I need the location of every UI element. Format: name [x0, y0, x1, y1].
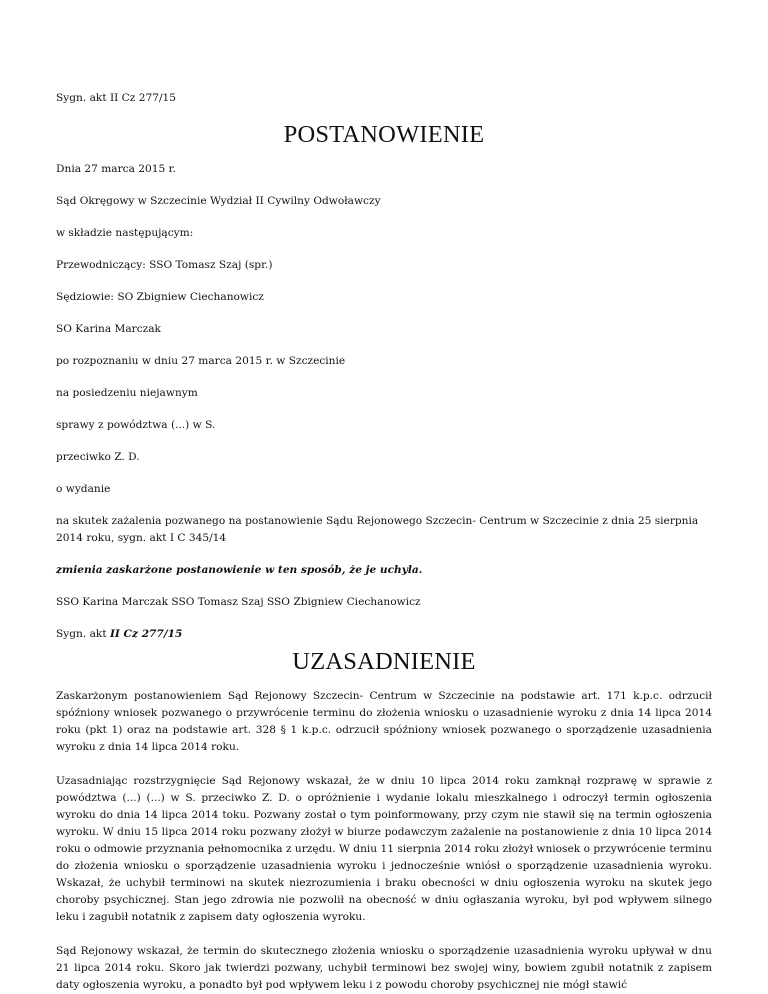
judge-second: SO Karina Marczak [56, 323, 161, 335]
case-subject: o wydanie [56, 483, 111, 495]
case-signature-second [56, 626, 712, 643]
ruling-decision: zmienia zaskarżone postanowienie w ten sposób, że je uchyla. [56, 564, 423, 576]
defendant: przeciwko Z. D. [56, 451, 140, 463]
court-name: Sąd Okręgowy w Szczecinie Wydział II Cywilny Odwoławczy [56, 195, 381, 207]
ruling-date: Dnia 27 marca 2015 r. [56, 163, 176, 175]
judges-line: Sędziowie: SO Zbigniew Ciechanowicz [56, 291, 264, 303]
signature-prefix: Sygn. akt [56, 628, 110, 640]
ruling-title: POSTANOWIENIE [283, 121, 485, 148]
case-signature: Sygn. akt II Cz 277/15 [56, 92, 177, 104]
justification-title: UZASADNIENIE [292, 648, 476, 675]
case-description: sprawy z powództwa (...) w S. [56, 419, 216, 431]
appeal-basis: na skutek zażalenia pozwanego na postanowienie Sądu Rejonowego Szczecin- Centrum w Szczecinie z dnia 25 sierpnia 2014 roku, sygn. akt I C 345/14 [56, 515, 699, 544]
signature-value: II Cz 277/15 [109, 628, 183, 640]
presiding-judge: Przewodniczący: SSO Tomasz Szaj (spr.) [56, 259, 273, 271]
hearing-info: po rozpoznaniu w dniu 27 marca 2015 r. w Szczecinie [56, 355, 346, 367]
justification-paragraph-1: Zaskarżonym postanowieniem Sąd Rejonowy Szczecin- Centrum w Szczecinie na podstawie art. 171 k.p.c. odrzucił spóźniony wniosek pozwanego o przywrócenie terminu do złożenia wniosku o uzasadnienie wyroku z dnia 14 lipca 2014 roku (pkt 1) oraz na podstawie art. 328 § 1 k.p.c. odrzucił spóźniony wniosek pozwanego o sporządzenie uzasadnienia wyroku z dnia 14 lipca 2014 roku. [56, 690, 712, 753]
justification-paragraph-2: Uzasadniając rozstrzygnięcie Sąd Rejonowy wskazał, że w dniu 10 lipca 2014 roku zamknął rozprawę w sprawie z powództwa (...) (...) w S. przeciwko Z. D. o opróżnienie i wydanie lokalu mieszkalnego i odroczył termin ogłoszenia wyroku do dnia 14 lipca 2014 toku. Pozwany został o tym poinformowany, przy czym nie stawił się na termin ogłoszenia wyroku. W dniu 15 lipca 2014 roku pozwany złożył w biurze podawczym zażalenie na postanowienie z dnia 10 lipca 2014 roku o odmowie przyznania pełnomocnika z urzędu. W dniu 11 sierpnia 2014 roku złożył wniosek o przywrócenie terminu do złożenia wniosku o sporządzenie uzasadnienia wyroku i jednocześnie wniósł o sporządzenie uzasadnienia wyroku. Wskazał, że uchybił terminowi na skutek niezrozumienia i braku obecności w dniu ogłoszenia wyroku na skutek jego choroby psychicznej. Stan jego zdrowia nie pozwolił na obecność w dniu ogłaszania wyroku, był pod wpływem silnego leku i zagubił notatnik z zapisem daty ogłoszenia wyroku. [56, 775, 712, 923]
judge-signatures: SSO Karina Marczak SSO Tomasz Szaj SSO Zbigniew Ciechanowicz [56, 596, 421, 608]
justification-paragraph-3: Sąd Rejonowy wskazał, że termin do skutecznego złożenia wniosku o sporządzenie uzasadnienia wyroku upływał w dnu 21 lipca 2014 roku. Skoro jak twierdzi pozwany, uchybił terminowi bez swojej winy, bowiem zgubił notatnik z zapisem daty ogłoszenia wyroku, a ponadto był pod wpływem leku i z powodu choroby psychicznej nie mógł stawić [56, 945, 712, 991]
session-type: na posiedzeniu niejawnym [56, 387, 198, 399]
composition-intro: w składzie następującym: [56, 227, 194, 239]
